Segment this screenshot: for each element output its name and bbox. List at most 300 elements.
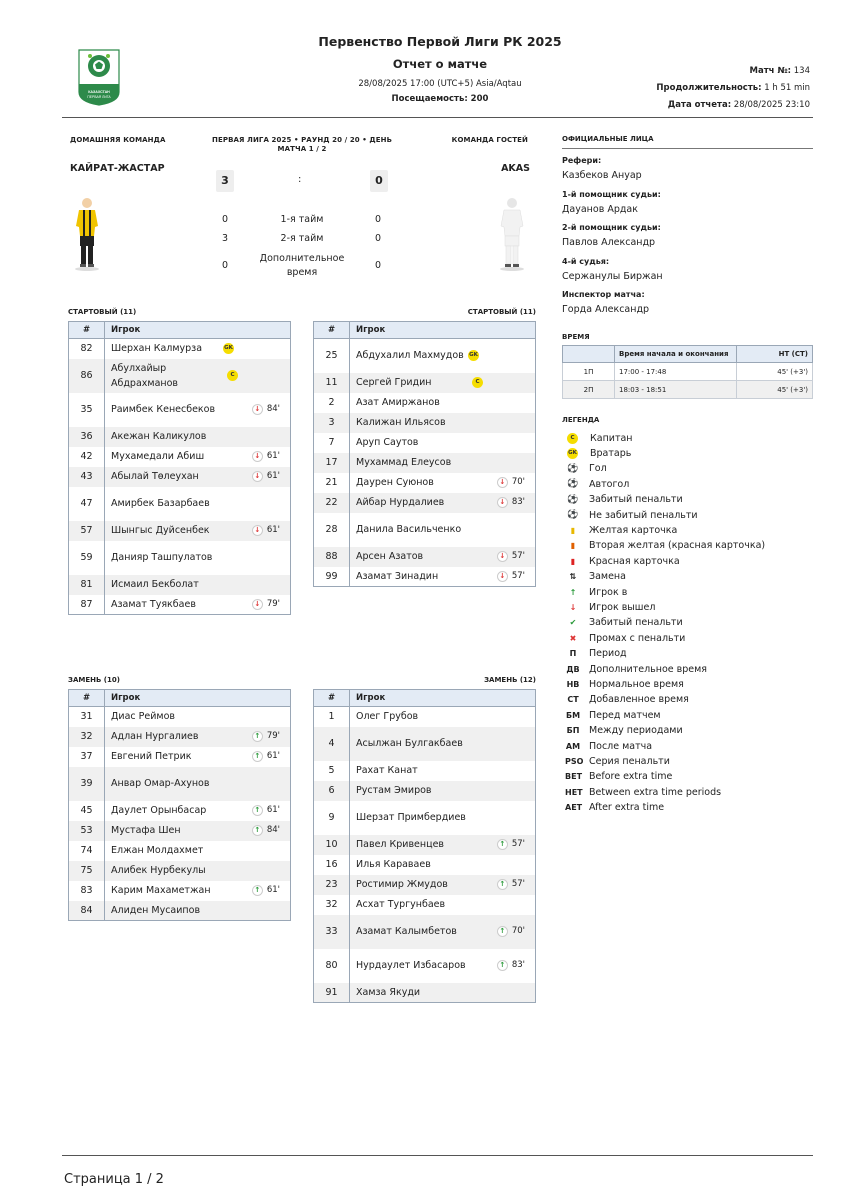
official-role: Инспектор матча: (562, 290, 645, 299)
player-number: 99 (314, 567, 350, 587)
captain-icon: C (227, 370, 238, 381)
col-player-header: Игрок (350, 690, 536, 707)
player-name: Мухаммад Елеусов (356, 457, 452, 468)
home-subs-table (68, 689, 291, 921)
league-logo (76, 48, 122, 106)
player-row (69, 575, 291, 595)
player-row (314, 567, 536, 587)
player-row (314, 707, 536, 727)
player-row (314, 373, 536, 393)
legend-item (565, 600, 655, 614)
legend-label: Перед матчем (589, 709, 661, 721)
legend-item (565, 631, 685, 645)
legend-label: Автогол (589, 478, 630, 490)
score-separator: : (298, 174, 302, 185)
official-name: Павлов Александр (562, 237, 656, 248)
sub-minute: 84' (266, 825, 280, 835)
legend-item (565, 647, 627, 661)
player-row (69, 339, 291, 359)
sub-in-icon: ↑ (497, 879, 508, 890)
away-subs-table (313, 689, 536, 1003)
check-icon: ✔ (569, 618, 577, 628)
home-kit-icon (72, 196, 102, 272)
legend-label: Вратарь (590, 447, 632, 459)
player-number: 32 (69, 727, 105, 747)
sub-out-icon: ↓ (252, 599, 263, 610)
player-name: Айбар Нурдалиев (356, 497, 445, 508)
player-row (314, 413, 536, 433)
player-number: 87 (69, 595, 105, 615)
goal-icon: ⚽ (567, 463, 579, 474)
player-number: 17 (314, 453, 350, 473)
player-number: 9 (314, 801, 350, 835)
player-number: 32 (314, 895, 350, 915)
legend-item (565, 462, 607, 476)
away-team-name: AKAS (501, 163, 530, 174)
sub-minute: 61' (266, 525, 280, 535)
home-team-label: ДОМАШНЯЯ КОМАНДА (70, 136, 166, 144)
player-number: 82 (69, 339, 105, 359)
footer-divider (62, 1155, 813, 1156)
player-row (69, 881, 291, 901)
legend-title: ЛЕГЕНДА (562, 416, 600, 424)
sub-out-icon: ↓ (497, 571, 508, 582)
legend-item (565, 693, 689, 707)
captain-icon: C (567, 433, 578, 444)
player-name: Абулхайыр Абдрахманов (111, 362, 179, 389)
player-name: Арсен Азатов (356, 551, 424, 562)
player-row (69, 427, 291, 447)
between-extra-time-icon: HET (565, 787, 583, 797)
player-row (69, 707, 291, 727)
half2-label: 2-я тайм (280, 233, 324, 244)
report-title: Отчет о матче (392, 57, 488, 71)
player-number: 84 (69, 901, 105, 921)
away-team-label: КОМАНДА ГОСТЕЙ (451, 136, 528, 144)
player-name: Диас Реймов (111, 711, 175, 723)
legend-item (565, 570, 626, 584)
legend-label: Забитый пенальти (589, 494, 683, 506)
sub-minute: 61' (266, 451, 280, 461)
player-row (314, 835, 536, 855)
time-row: 2П 18:03 - 18:51 45' (+3') (563, 381, 813, 399)
legend-label: Игрок вышел (589, 601, 656, 613)
player-number: 74 (69, 841, 105, 861)
col-number-header: # (69, 322, 105, 339)
col-number-header: # (314, 322, 350, 339)
legend-label: Забитый пенальти (589, 617, 683, 629)
officials-divider (562, 148, 813, 149)
player-name: Шерзат Примбердиев (356, 812, 466, 823)
player-number: 6 (314, 781, 350, 801)
col-number-header: # (314, 690, 350, 707)
attendance: Посещаемость: 200 (391, 94, 489, 104)
player-row (69, 359, 291, 393)
player-name: Асылжан Булгакбаев (356, 738, 463, 749)
sub-minute: 79' (266, 731, 280, 741)
before-match-icon: БМ (565, 710, 581, 720)
player-name: Даулет Орынбасар (111, 805, 207, 816)
penalty-scored-icon: ⚽ (567, 494, 579, 505)
before-extra-time-icon: BET (565, 772, 583, 782)
official-name: Сержанулы Биржан (562, 270, 663, 282)
player-name: Алиден Мусаипов (111, 904, 201, 916)
official-role: 2-й помощник судьи: (562, 223, 661, 232)
extra-away: 0 (375, 260, 382, 271)
col-player-header: Игрок (105, 322, 291, 339)
legend-item (565, 677, 684, 691)
match-duration: 1 h 51 min (764, 83, 810, 93)
player-in-icon: ↑ (569, 587, 577, 597)
player-row (69, 467, 291, 487)
player-name: Карим Махаметжан (111, 885, 211, 896)
player-number: 4 (314, 727, 350, 761)
red-card-icon: ▮ (570, 556, 576, 566)
player-row (314, 761, 536, 781)
legend-item (565, 724, 683, 738)
player-row (69, 821, 291, 841)
legend-label: Не забитый пенальти (589, 509, 698, 521)
half2-home: 3 (222, 233, 229, 244)
player-name: Шерхан Калмурза (111, 343, 203, 355)
legend-item (565, 739, 652, 753)
legend-item (565, 493, 683, 507)
legend-label: Игрок в (589, 586, 628, 598)
added-time-icon: СТ (567, 695, 579, 705)
report-date: 28/08/2025 23:10 (733, 100, 810, 110)
player-name: Шынгыс Дуйсенбек (111, 525, 210, 536)
player-name: Раимбек Кенесбеков (111, 404, 216, 415)
goalkeeper-icon: GK (223, 343, 234, 354)
col-number-header: # (69, 690, 105, 707)
legend-label: Капитан (590, 432, 633, 444)
sub-in-icon: ↑ (252, 751, 263, 762)
player-row (314, 433, 536, 453)
officials-title: ОФИЦИАЛЬНЫЕ ЛИЦА (562, 135, 654, 143)
substitution-icon: ⇅ (569, 572, 577, 582)
time-row: 1П 17:00 - 17:48 45' (+3') (563, 363, 813, 381)
legend-item (565, 508, 698, 522)
period-icon: П (569, 649, 577, 659)
header-divider (62, 117, 813, 118)
player-row (314, 547, 536, 567)
home-team-name: КАЙРАТ-ЖАСТАР (70, 163, 165, 174)
sub-in-icon: ↑ (497, 960, 508, 971)
player-number: 21 (314, 473, 350, 493)
sub-in-icon: ↑ (252, 731, 263, 742)
legend-item (565, 754, 670, 768)
player-row (69, 767, 291, 801)
legend-label: Замена (589, 571, 626, 583)
official-name: Казбеков Ануар (562, 170, 642, 181)
sub-out-icon: ↓ (497, 551, 508, 562)
player-row (69, 747, 291, 767)
player-name: Мухамедали Абиш (111, 451, 205, 462)
goalkeeper-icon: GK (468, 350, 479, 361)
player-number: 83 (69, 881, 105, 901)
svg-text:ПЕРВАЯ ЛИГА: ПЕРВАЯ ЛИГА (87, 95, 111, 99)
legend-label: Красная карточка (589, 555, 680, 567)
extra-time-icon: ДВ (566, 664, 580, 674)
away-subs-caption: ЗАМЕНЬ (12) (484, 676, 536, 684)
legend-item (565, 539, 765, 553)
player-number: 59 (69, 541, 105, 575)
extra-home: 0 (222, 260, 229, 271)
player-number: 5 (314, 761, 350, 781)
player-row (314, 875, 536, 895)
player-name: Павел Кривенцев (356, 839, 445, 850)
official-name: Дауанов Ардак (562, 203, 638, 215)
player-number: 75 (69, 861, 105, 881)
player-row (69, 801, 291, 821)
sub-minute: 70' (511, 477, 525, 487)
legend-label: Дополнительное время (589, 663, 708, 675)
player-number: 37 (69, 747, 105, 767)
player-row (314, 473, 536, 493)
player-number: 86 (69, 359, 105, 393)
away-starting-caption: СТАРТОВЫЙ (11) (467, 308, 536, 316)
player-number: 25 (314, 339, 350, 373)
legend-item (565, 446, 631, 460)
player-name: Ростимир Жмудов (356, 879, 448, 890)
player-number: 3 (314, 413, 350, 433)
legend-item (565, 662, 707, 676)
sub-in-icon: ↑ (497, 926, 508, 937)
player-name: Адлан Нургалиев (111, 731, 199, 742)
player-number: 47 (69, 487, 105, 521)
legend-item (565, 708, 661, 722)
player-name: Калижан Ильясов (356, 417, 446, 428)
col-player-header: Игрок (105, 690, 291, 707)
player-name: Нурдаулет Избасаров (356, 960, 466, 971)
legend-label: Вторая желтая (красная карточка) (589, 540, 766, 552)
extra-label: Дополнительное время (259, 253, 345, 278)
match-number: 134 (793, 66, 810, 76)
sub-minute: 84' (266, 404, 280, 414)
legend-label: Between extra time periods (589, 786, 722, 798)
player-name: Илья Караваев (356, 859, 431, 870)
captain-icon: C (472, 377, 483, 388)
half1-home: 0 (222, 214, 229, 225)
sub-in-icon: ↑ (252, 825, 263, 836)
player-number: 39 (69, 767, 105, 801)
legend-item (565, 770, 672, 784)
yellow-card-icon: ▮ (570, 525, 576, 535)
sub-minute: 61' (266, 751, 280, 761)
player-name: Мустафа Шен (111, 825, 181, 836)
sub-minute: 57' (511, 570, 525, 581)
legend-label: Гол (589, 463, 607, 475)
player-number: 88 (314, 547, 350, 567)
player-row (314, 493, 536, 513)
player-name: Исмаил Бекболат (111, 579, 199, 590)
player-row (314, 781, 536, 801)
player-name: Данила Васильченко (356, 524, 462, 535)
own-goal-icon: ⚽ (567, 479, 579, 490)
away-score: 0 (370, 170, 388, 192)
svg-text:КАЗАХСТАН: КАЗАХСТАН (88, 90, 110, 94)
match-meta: Матч №: 134 Продолжительность: 1 h 51 min Дата отчета: 28/08/2025 23:10 (656, 66, 810, 110)
official-role: 1-й помощник судьи: (562, 189, 661, 199)
home-subs-caption: ЗАМЕНЬ (10) (68, 676, 120, 684)
player-row (314, 915, 536, 949)
legend-label: Before extra time (589, 771, 673, 783)
player-name: Азамат Зинадин (356, 570, 439, 582)
player-row (69, 727, 291, 747)
player-name: Сергей Гридин (356, 377, 432, 388)
official-name: Горда Александр (562, 304, 650, 315)
time-col-range: Время начала и окончания (615, 346, 737, 363)
official-role: Рефери: (562, 156, 602, 165)
player-name: Азамат Туякбаев (111, 598, 196, 610)
half1-away: 0 (375, 214, 382, 225)
sub-out-icon: ↓ (252, 451, 263, 462)
legend-label: Желтая карточка (589, 524, 678, 536)
legend-label: After extra time (589, 802, 665, 814)
player-number: 80 (314, 949, 350, 983)
home-starting-caption: СТАРТОВЫЙ (11) (68, 308, 137, 316)
sub-minute: 79' (266, 598, 280, 609)
half1-label: 1-я тайм (280, 214, 324, 225)
sub-in-icon: ↑ (252, 805, 263, 816)
player-row (314, 895, 536, 915)
player-row (69, 861, 291, 881)
player-name: Алибек Нурбекулы (111, 865, 206, 876)
player-number: 35 (69, 393, 105, 427)
player-name: Абдухалил Махмудов (356, 350, 464, 362)
after-match-icon: АМ (565, 741, 581, 751)
sub-minute: 70' (511, 926, 525, 936)
sub-minute: 61' (266, 805, 280, 815)
player-name: Рустам Эмиров (356, 785, 432, 796)
player-name: Амирбек Базарбаев (111, 498, 210, 509)
player-number: 7 (314, 433, 350, 453)
time-col-nt: НТ (СТ) (737, 346, 813, 363)
player-number: 45 (69, 801, 105, 821)
half2-away: 0 (375, 233, 382, 244)
legend-item (565, 477, 629, 491)
legend-item (565, 554, 680, 568)
player-number: 2 (314, 393, 350, 413)
player-name: Данияр Ташпулатов (111, 552, 213, 563)
time-col-period (563, 346, 615, 363)
player-number: 91 (314, 983, 350, 1003)
official-role: 4-й судья: (562, 256, 610, 266)
player-row (69, 487, 291, 521)
player-name: Асхат Тургунбаев (356, 899, 446, 910)
league-title: Первенство Первой Лиги РК 2025 (318, 34, 562, 49)
player-row (314, 949, 536, 983)
player-row (69, 901, 291, 921)
player-number: 23 (314, 875, 350, 895)
player-number: 57 (69, 521, 105, 541)
sub-out-icon: ↓ (497, 497, 508, 508)
legend-item (565, 616, 683, 630)
player-row (314, 727, 536, 761)
sub-minute: 61' (266, 885, 280, 895)
player-number: 33 (314, 915, 350, 949)
player-name: Евгений Петрик (111, 751, 192, 762)
player-row (314, 801, 536, 835)
player-row (69, 841, 291, 861)
normal-time-icon: НВ (566, 679, 580, 689)
player-name: Акежан Каликулов (111, 431, 207, 442)
player-row (69, 521, 291, 541)
sub-out-icon: ↓ (252, 471, 263, 482)
player-row (314, 393, 536, 413)
player-number: 28 (314, 513, 350, 547)
player-number: 16 (314, 855, 350, 875)
legend-label: Серия пенальти (589, 755, 670, 767)
player-row (69, 447, 291, 467)
player-number: 43 (69, 467, 105, 487)
sub-minute: 83' (511, 960, 525, 970)
player-row (69, 393, 291, 427)
player-row (314, 983, 536, 1003)
away-kit-icon (497, 196, 527, 272)
sub-out-icon: ↓ (252, 525, 263, 536)
player-row (314, 513, 536, 547)
time-title: ВРЕМЯ (562, 333, 590, 341)
between-periods-icon: БП (566, 726, 580, 736)
legend-item (565, 585, 627, 599)
player-number: 22 (314, 493, 350, 513)
col-player-header: Игрок (350, 322, 536, 339)
player-row (69, 595, 291, 615)
sub-out-icon: ↓ (497, 477, 508, 488)
home-score: 3 (216, 170, 234, 192)
player-number: 10 (314, 835, 350, 855)
player-number: 31 (69, 707, 105, 727)
player-row (314, 453, 536, 473)
player-name: Рахат Канат (356, 765, 418, 776)
goalkeeper-icon: GK (567, 448, 578, 459)
time-table (562, 345, 813, 399)
sub-minute: 57' (511, 551, 525, 561)
page-number: Страница 1 / 2 (64, 1172, 164, 1187)
player-name: Елжан Молдахмет (111, 845, 204, 856)
player-number: 81 (69, 575, 105, 595)
home-starting-table (68, 321, 291, 615)
legend-label: Промах с пенальти (589, 632, 686, 644)
sub-minute: 57' (511, 839, 525, 849)
player-name: Азат Амиржанов (356, 397, 440, 408)
player-out-icon: ↓ (569, 602, 577, 612)
player-name: Анвар Омар-Ахунов (111, 778, 210, 789)
sub-minute: 83' (511, 497, 525, 507)
player-number: 42 (69, 447, 105, 467)
cross-icon: ✖ (569, 633, 577, 643)
player-name: Хамза Якуди (356, 986, 421, 998)
legend-label: Нормальное время (589, 678, 684, 690)
player-name: Даурен Суюнов (356, 477, 434, 488)
player-number: 53 (69, 821, 105, 841)
legend-label: После матча (589, 740, 653, 752)
player-number: 36 (69, 427, 105, 447)
legend-label: Добавленное время (589, 694, 689, 706)
sub-in-icon: ↑ (252, 885, 263, 896)
player-row (314, 339, 536, 373)
away-starting-table (313, 321, 536, 587)
sub-out-icon: ↓ (252, 404, 263, 415)
player-name: Олег Грубов (356, 711, 419, 723)
player-row (69, 541, 291, 575)
sub-minute: 57' (511, 879, 525, 889)
round-info: ПЕРВАЯ ЛИГА 2025 • РАУНД 20 / 20 • ДЕНЬ МАТЧА 1 / 2 (212, 136, 393, 153)
player-name: Аруп Саутов (356, 437, 419, 448)
player-number: 11 (314, 373, 350, 393)
player-name: Азамат Калымбетов (356, 926, 457, 937)
